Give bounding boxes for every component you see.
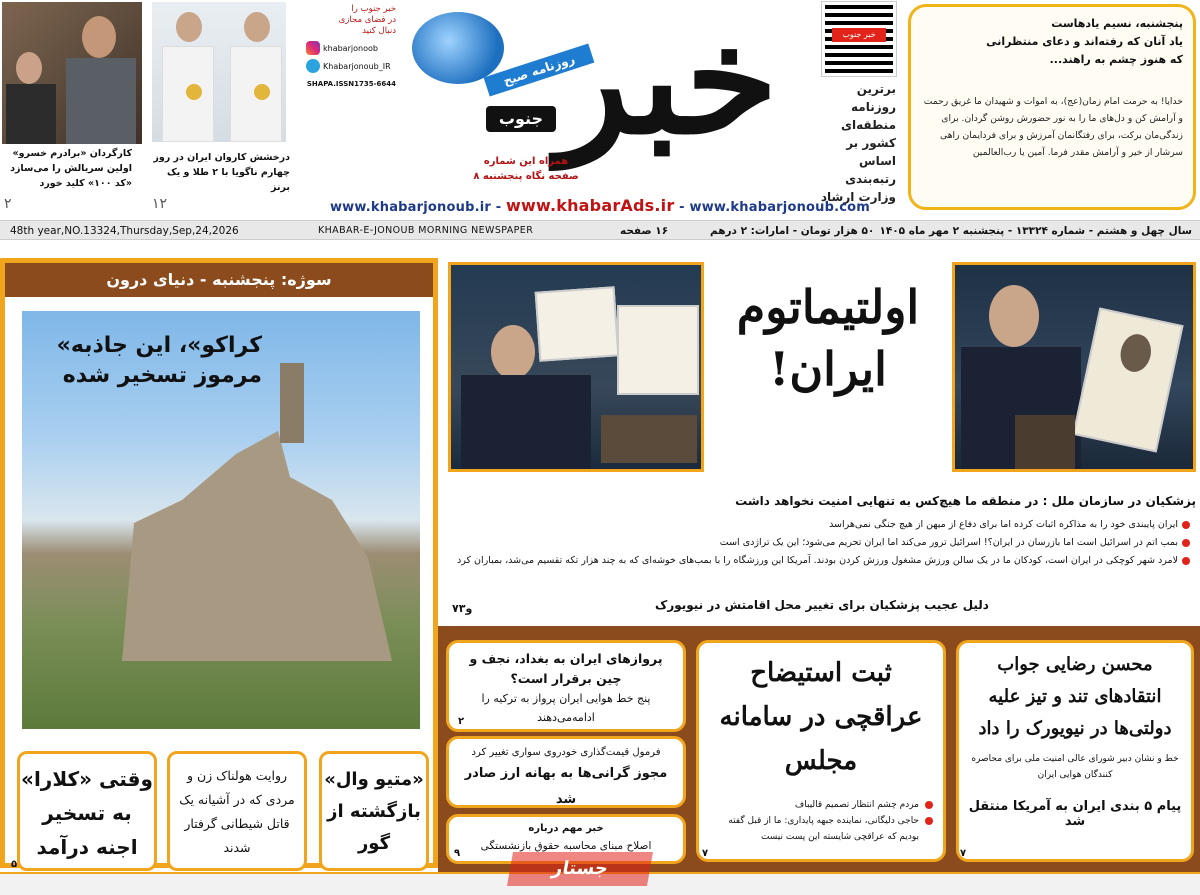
- car-kicker: فرمول قیمت‌گذاری خودروی سواری تغییر کرد: [471, 747, 661, 758]
- page-count: ۱۶ صفحه: [620, 225, 669, 237]
- speaker-face: [491, 325, 535, 379]
- paper-name-english: KHABAR-E-JONOUB MORNING NEWSPAPER: [318, 225, 534, 236]
- story-rezaei[interactable]: [956, 640, 1194, 862]
- araghchi-headline: ثبت استیضاح عراقچی در سامانه مجلس: [719, 658, 923, 776]
- issue-info-strip: [0, 220, 1200, 240]
- podium: [1015, 415, 1075, 472]
- feature-column: [0, 258, 438, 868]
- podium: [601, 415, 697, 463]
- portrait-frame: [1072, 307, 1183, 452]
- castle-tower: [280, 363, 304, 443]
- page-number: ۲: [458, 716, 465, 727]
- car-headline: مجوز گرانی‌ها به بهانه ارز صادر شد: [464, 766, 668, 807]
- issue-english: 48th year,NO.13324,Thursday,Sep,24,2026: [10, 225, 239, 237]
- price: ۵۰ هزار تومان - امارات: ۲ درهم: [710, 225, 875, 237]
- lead-bullet: بمب اتم در اسرائیل است اما بازرسان در ایران؟! اسرائیل ترور می‌کند اما ایران تحریم می‌شود؛ این یک تراژدی است: [448, 534, 1178, 552]
- logo-ribbon: روزنامه صبح: [484, 43, 595, 96]
- ranking-note: برترین روزنامه منطقه‌ای کشور بر اساس رتبه‌بندی وزارت ارشاد: [820, 82, 896, 204]
- issue-persian: سال چهل و هشتم - شماره ۱۳۳۲۴ - پنجشنبه ۲ مهر ماه ۱۴۰۵: [879, 225, 1192, 237]
- athlete-face: [176, 12, 202, 42]
- instagram-link[interactable]: khabarjonoob: [306, 41, 396, 55]
- page-number: ۷: [960, 848, 967, 859]
- medal-icon: [254, 84, 270, 100]
- lead-related-link[interactable]: دلیل عجیب پزشکیان برای تغییر محل اقامتش در نیویورک: [655, 598, 989, 612]
- page-number: ۵: [11, 859, 18, 870]
- director-body: [66, 58, 136, 144]
- bullet-dot: [925, 801, 933, 809]
- feature-header: سوژه: پنجشنبه - دنیای درون: [5, 263, 433, 297]
- telegram-icon: [306, 59, 320, 73]
- url-left[interactable]: www.khabarjonoub.ir -: [329, 200, 507, 215]
- lead-bullets: [448, 516, 1196, 570]
- cliff-village: [92, 431, 392, 661]
- logo-subtitle: همراه این شماره ۸ صفحه نگاه پنجشنبه: [473, 156, 579, 182]
- globe-icon: [412, 12, 504, 84]
- website-urls: [310, 196, 890, 215]
- wrestling-caption[interactable]: درخشش کاروان ایران در روز چهارم ناگویا با ۲ طلا و یک برنز: [153, 152, 290, 193]
- araghchi-line-2: حاجی دلیگانی، نماینده جبهه پایداری: ما از قبل گفته بودیم که عراقچی شایسته این پست نیست: [709, 813, 933, 845]
- page-number: ۷: [702, 848, 709, 859]
- social-heading: خبر جنوب را در فضای مجازی دنبال کنید: [338, 4, 396, 36]
- story-flights[interactable]: [446, 640, 686, 732]
- newspaper-logo: [398, 0, 798, 192]
- story-clara-title: وقتی «کلارا» به تسخیر اجنه درآمد: [21, 767, 153, 859]
- brief-title: پنجشنبه، نسیم یادهاست یاد آنان که رفته‌اند و دعای منتظرانی که هنوز چشم به راهند...: [986, 17, 1183, 66]
- lead-headline[interactable]: اولتیماتوم ایران!: [736, 280, 920, 396]
- brief-box: [908, 4, 1196, 210]
- flights-text: پنج خط هوایی ایران پرواز به ترکیه را ادامه‌می‌دهند: [481, 692, 651, 724]
- lead-bullet: ایران پایبندی خود را به مذاکره اثبات کرده اما برای دفاع از میهن از هیچ جنگی نمی‌هراسد: [448, 516, 1178, 534]
- speaker-body: [461, 375, 591, 472]
- bullet-dot: [925, 817, 933, 825]
- page-number: ۱۲: [152, 196, 168, 212]
- logo-jonub: جنوب: [486, 106, 556, 132]
- telegram-link[interactable]: Khabarjonoub_IR: [306, 59, 396, 73]
- pension-kicker: خبر مهم درباره: [528, 823, 604, 834]
- social-block: [306, 4, 396, 90]
- medal-icon: [186, 84, 202, 100]
- flights-headline: پروازهای ایران به بغداد، نجف و چین برقرار است؟: [469, 651, 663, 686]
- craco-photo[interactable]: [22, 311, 420, 729]
- director-photo[interactable]: [2, 2, 142, 144]
- lead-subhead[interactable]: پزشکیان در سازمان ملل : در منطقه ما هیچ‌کس به تنهایی امنیت نخواهد داشت: [735, 494, 1196, 508]
- logo-wordmark: خبر: [557, 0, 778, 168]
- instagram-icon: [306, 41, 320, 55]
- craco-headline[interactable]: «کراکو»، این جاذبه مرموز تسخیر شده: [56, 333, 262, 388]
- athlete-face: [244, 12, 270, 42]
- story-car-prices[interactable]: [446, 736, 686, 808]
- president-un-photo-right[interactable]: [952, 262, 1196, 472]
- brief-body: خدایا! به حرمت امام زمان(عج)، به اموات و شهیدان ما غریق رحمت و آرامش کن و دل‌های ما را به نور حضورش روشن گردان. برای زندگی‌مان برکت، برای رفتگانمان آمرزش و برای فردایمان راهی سرشار از خیر و آرامش مقدر فرما. آمین یا رب‌العالمین: [923, 96, 1183, 158]
- lead-bullet: لامرد شهر کوچکی در ایران است، کودکان ما در یک سالن ورزش مشغول ورزش کردن بودند. آمریکا این ورزشگاه را با بمب‌های خوشه‌ای که به چند هزار تکه تقسیم می‌شد، بمباران کرد: [448, 552, 1178, 570]
- story-box-matthew[interactable]: [319, 751, 429, 871]
- rezaei-bottomline: پیام ۵ بندی ایران به آمریکا منتقل شد: [968, 799, 1182, 829]
- president-un-photo-left[interactable]: [448, 262, 704, 472]
- story-matthew-title: «متیو وال» بازگشته از گور: [324, 769, 424, 854]
- story-araghchi[interactable]: [696, 640, 946, 862]
- rezaei-text: خط و نشان دبیر شورای عالی امنیت ملی برای محاصره کنندگان هوایی ایران: [971, 754, 1179, 780]
- issn: SHAPA.ISSN1735-6644: [306, 80, 396, 88]
- held-photo: [535, 286, 620, 361]
- rezaei-headline: محسن رضایی جواب انتقادهای تند و تیز علیه دولتی‌ها در نیویورک را داد: [978, 654, 1172, 739]
- actor-face: [16, 52, 42, 84]
- page-reference: ۷و۳: [452, 602, 473, 615]
- speaker-face: [989, 285, 1039, 347]
- page-number: ۹: [454, 848, 461, 859]
- held-photo: [617, 305, 699, 395]
- story-killer-title: روایت هولناک زن و مردی که در آشیانه یک قاتل شیطانی گرفتار شدند: [179, 768, 295, 855]
- url-right[interactable]: - www.khabarjonoub.com: [674, 200, 871, 215]
- watermark-logo: جستار: [507, 852, 653, 886]
- portrait-figure: [1117, 331, 1154, 374]
- page-number: ۲: [4, 196, 12, 212]
- director-caption[interactable]: کارگردان «برادرم خسرو» اولین سریالش را می‌سازد «کد ۱۰۰» کلید خورد: [10, 148, 132, 189]
- wrestlers-photo[interactable]: [152, 2, 286, 142]
- story-box-clara[interactable]: [17, 751, 157, 871]
- url-ads[interactable]: www.khabarAds.ir: [506, 196, 675, 215]
- qr-label: خبر جنوب: [832, 28, 886, 42]
- araghchi-line-1: مردم چشم انتظار تصمیم قالیباف: [709, 797, 933, 813]
- actor-body: [6, 84, 56, 144]
- story-box-killer[interactable]: [167, 751, 307, 871]
- director-face: [82, 16, 116, 58]
- pension-headline: اصلاح مبنای محاسبه حقوق بازنشستگی: [480, 840, 652, 852]
- masthead: [0, 0, 1200, 238]
